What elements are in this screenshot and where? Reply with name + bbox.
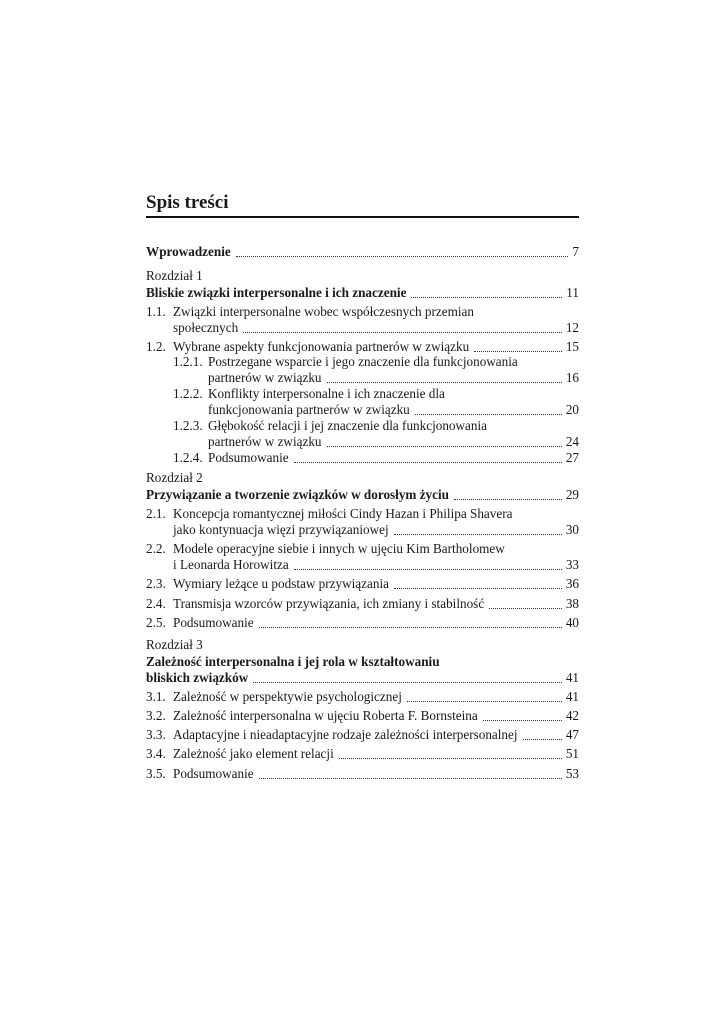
toc-entry-2-5[interactable]	[146, 615, 579, 631]
section-title-cont: i Leonarda Horowitza	[173, 557, 289, 572]
toc-entry-chapter-3-cont[interactable]	[146, 670, 579, 686]
page-number: 12	[565, 320, 579, 335]
toc-entry-1-2-4[interactable]	[146, 450, 579, 466]
chapter-title: Bliskie związki interpersonalne i ich znaczenie	[146, 285, 407, 300]
page-number: 24	[565, 434, 579, 449]
section-title-cont: jako kontynuacja więzi przywiązaniowej	[173, 522, 389, 537]
subsection-number: 1.2.3.	[173, 418, 203, 433]
section-number: 3.5.	[146, 766, 166, 781]
toc-entry-1-2-2[interactable]	[146, 386, 579, 402]
page-number: 40	[565, 615, 579, 630]
chapter-title: Przywiązanie a tworzenie związków w dorosłym życiu	[146, 487, 450, 502]
toc-entry-1-2-3-cont[interactable]	[146, 434, 579, 450]
section-title: Wymiary leżące u podstaw przywiązania	[173, 576, 389, 591]
chapter-title: Zależność interpersonalna i jej rola w kształtowaniu	[146, 654, 440, 669]
dot-leader	[243, 332, 562, 333]
dot-leader	[294, 462, 562, 463]
subsection-title-cont: partnerów w związku	[208, 434, 322, 449]
dot-leader	[327, 446, 562, 447]
dot-leader	[394, 534, 562, 535]
dot-leader	[483, 720, 562, 721]
dot-leader	[327, 382, 562, 383]
section-title: Zależność interpersonalna w ujęciu Roberta F. Bornsteina	[173, 708, 478, 723]
toc-entry-3-5[interactable]	[146, 766, 579, 782]
toc-entry-1-2-1[interactable]	[146, 354, 579, 370]
chapter-heading	[146, 268, 579, 284]
dot-leader	[394, 588, 562, 589]
page-number: 27	[565, 450, 579, 465]
section-number: 3.3.	[146, 727, 166, 742]
toc-entry-3-2[interactable]	[146, 708, 579, 724]
page-number: 33	[565, 557, 579, 572]
subsection-number: 1.2.1.	[173, 354, 203, 369]
dot-leader	[415, 414, 562, 415]
toc-entry-1-2-2-cont[interactable]	[146, 402, 579, 418]
toc-entry-1-2-3[interactable]	[146, 418, 579, 434]
section-title: Transmisja wzorców przywiązania, ich zmiany i stabilność	[173, 596, 485, 611]
subsection-title: Podsumowanie	[208, 450, 289, 465]
dot-leader	[489, 608, 562, 609]
section-number: 2.4.	[146, 596, 166, 611]
section-title: Modele operacyjne siebie i innych w ujęciu Kim Bartholomew	[173, 541, 505, 556]
dot-leader	[454, 499, 562, 500]
page-number: 53	[565, 766, 579, 781]
toc-entry-2-4[interactable]	[146, 596, 579, 612]
section-number: 2.5.	[146, 615, 166, 630]
section-number: 3.4.	[146, 746, 166, 761]
chapter-label: Rozdział 3	[146, 637, 203, 652]
page-number: 16	[565, 370, 579, 385]
section-number: 2.3.	[146, 576, 166, 591]
page-number: 42	[565, 708, 579, 723]
page-number: 51	[565, 746, 579, 761]
chapter-label: Rozdział 1	[146, 268, 203, 283]
toc-entry-2-2[interactable]	[146, 541, 579, 557]
section-number: 2.2.	[146, 541, 166, 556]
section-title-cont: społecznych	[173, 320, 239, 335]
toc-entry-1-2[interactable]	[146, 339, 579, 355]
page-number: 47	[565, 727, 579, 742]
section-number: 2.1.	[146, 506, 166, 521]
section-title: Zależność w perspektywie psychologicznej	[173, 689, 402, 704]
page-number: 20	[565, 402, 579, 417]
chapter-title-cont: bliskich związków	[146, 670, 249, 685]
dot-leader	[259, 778, 562, 779]
page-title: Spis treści	[146, 190, 579, 218]
subsection-title-cont: funkcjonowania partnerów w związku	[208, 402, 410, 417]
dot-leader	[339, 758, 562, 759]
page-number: 41	[565, 689, 579, 704]
dot-leader	[474, 351, 562, 352]
toc-entry-intro[interactable]	[146, 244, 579, 260]
subsection-number: 1.2.2.	[173, 386, 203, 401]
toc-entry-1-1-cont[interactable]	[146, 320, 579, 336]
chapter-heading	[146, 470, 579, 486]
section-number: 3.1.	[146, 689, 166, 704]
page-number: 36	[565, 576, 579, 591]
page-number: 15	[565, 339, 579, 354]
toc-entry-1-1[interactable]	[146, 304, 579, 320]
section-title: Podsumowanie	[173, 615, 254, 630]
dot-leader	[253, 682, 562, 683]
toc-entry-chapter-1[interactable]	[146, 285, 579, 301]
section-title: Podsumowanie	[173, 766, 254, 781]
chapter-heading	[146, 637, 579, 653]
section-number: 1.1.	[146, 304, 166, 319]
section-title: Zależność jako element relacji	[173, 746, 334, 761]
section-title: Koncepcja romantycznej miłości Cindy Hazan i Philipa Shavera	[173, 506, 513, 521]
chapter-label: Rozdział 2	[146, 470, 203, 485]
section-title: Wybrane aspekty funkcjonowania partnerów w związku	[173, 339, 470, 354]
page-number: 41	[565, 670, 579, 685]
subsection-title: Konflikty interpersonalne i ich znaczenie dla	[208, 386, 445, 401]
toc-entry-3-4[interactable]	[146, 746, 579, 762]
page-number: 30	[565, 522, 579, 537]
page-number: 7	[572, 244, 579, 259]
toc-entry-2-1-cont[interactable]	[146, 522, 579, 538]
subsection-title-cont: partnerów w związku	[208, 370, 322, 385]
toc-entry-2-2-cont[interactable]	[146, 557, 579, 573]
toc-entry-2-3[interactable]	[146, 576, 579, 592]
toc-entry-chapter-3[interactable]	[146, 654, 579, 670]
section-title: Adaptacyjne i nieadaptacyjne rodzaje zależności interpersonalnej	[173, 727, 518, 742]
section-title: Związki interpersonalne wobec współczesnych przemian	[173, 304, 474, 319]
section-number: 1.2.	[146, 339, 166, 354]
toc-entry-chapter-2[interactable]	[146, 487, 579, 503]
dot-leader	[294, 569, 562, 570]
toc-entry-2-1[interactable]	[146, 506, 579, 522]
toc-entry-label: Wprowadzenie	[146, 244, 231, 259]
page-number: 29	[565, 487, 579, 502]
dot-leader	[259, 627, 562, 628]
page-number: 11	[566, 285, 579, 300]
subsection-title: Głębokość relacji i jej znaczenie dla funkcjonowania	[208, 418, 488, 433]
dot-leader	[411, 297, 562, 298]
section-number: 3.2.	[146, 708, 166, 723]
page-number: 38	[565, 596, 579, 611]
subsection-title: Postrzegane wsparcie i jego znaczenie dla funkcjonowania	[208, 354, 518, 369]
dot-leader	[236, 256, 568, 257]
dot-leader	[407, 701, 562, 702]
toc-entry-3-1[interactable]	[146, 689, 579, 705]
subsection-number: 1.2.4.	[173, 450, 203, 465]
toc-entry-1-2-1-cont[interactable]	[146, 370, 579, 386]
toc-page	[146, 0, 579, 1024]
toc-entry-3-3[interactable]	[146, 727, 579, 743]
dot-leader	[523, 739, 562, 740]
